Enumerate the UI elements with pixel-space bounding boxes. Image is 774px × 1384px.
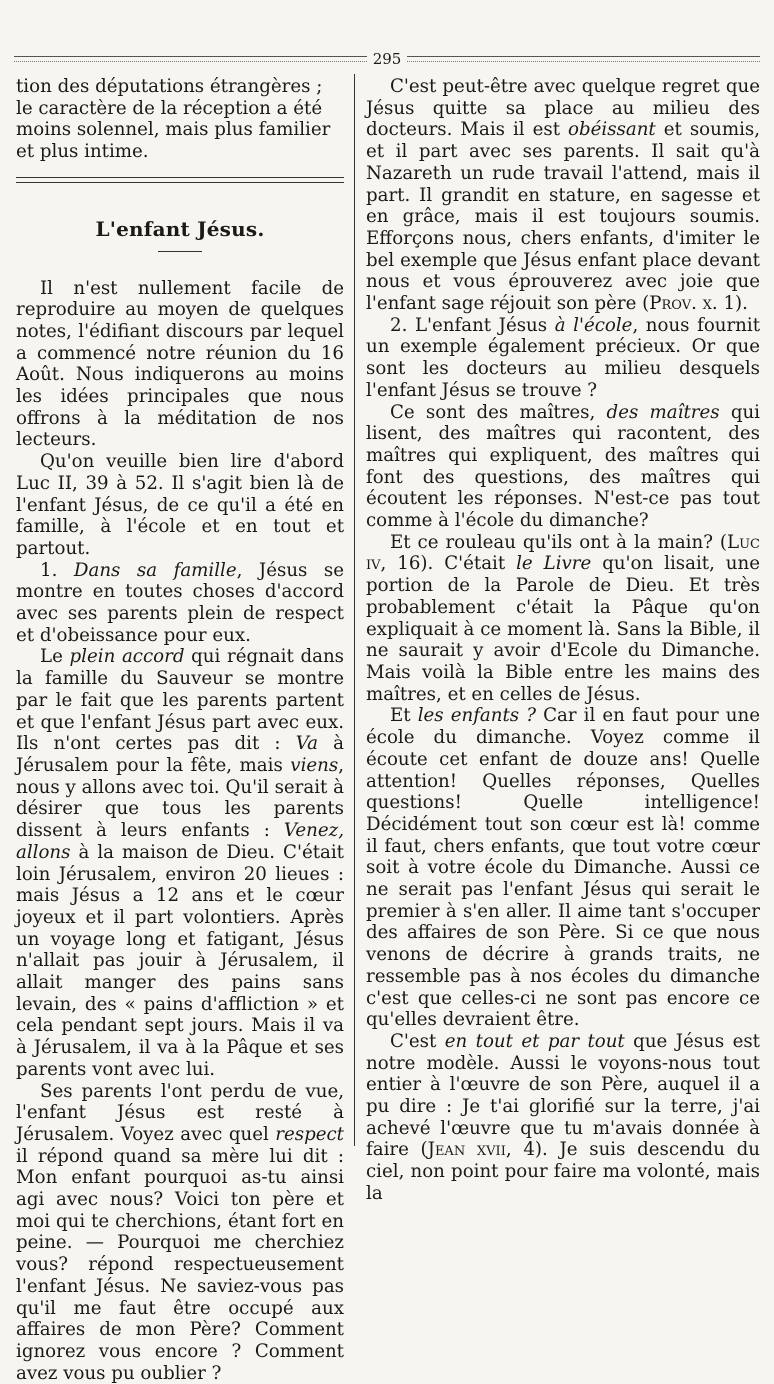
paragraph-family: [16, 560, 344, 647]
emphasis: des maîtres: [606, 401, 720, 423]
text-run: que Jésus est notre modèle. Aussi le voyons-nous tout entier à l'œuvre de son Père, auquel il a pu dire : Je t'ai glorifié sur la terre, j'ai achevé l'œuvre que tu m'avais donnée à faire (: [366, 1030, 760, 1161]
paragraph-scroll: [366, 532, 760, 706]
section-number: 2.: [390, 314, 408, 336]
emphasis: obéissant: [568, 119, 656, 141]
scripture-reference: Jean xvii: [427, 1139, 506, 1161]
text-run: , Jésus se montre en toutes choses d'accord avec ses parents plein de respect et d'obeissance pour eux.: [16, 559, 344, 646]
text-run: à la maison de Dieu. C'était loin Jérusalem, environ 20 lieues : mais Jésus a 12 ans et le cœur joyeux et il part volontiers. Après un voyage long et fatigant, Jésus n'allait pas jouir à Jérusalem, il allait manger des pains sans levain, des « pains d'affliction » et cela pendant sept jours. Mais il va à Jérusalem, il va à la Pâque et ses parents vont avec lui.: [16, 841, 344, 1080]
text-run: C'est peut-être avec quelque regret que Jésus quitte sa place au milieu des docteurs. Mais il est: [366, 76, 760, 141]
text-run: à Jérusalem pour la fête, mais: [16, 733, 344, 776]
column-divider: [354, 74, 355, 1146]
page-number: 295: [372, 50, 402, 68]
scripture-reference: Luc iv: [366, 531, 760, 575]
header-rule-right: [407, 56, 760, 62]
text-run: qu'on lisait, une portion de la Parole de Dieu. Et très probablement c'était la Pâque qu'on expliquait à ce moment là. Sans la Bible, il ne saurait y avoir d'Ecole du Dimanche. Mais voilà la Bible entre les mains des maîtres, et en celles de Jésus.: [366, 553, 760, 705]
article-title: L'enfant Jésus.: [95, 216, 265, 241]
page-header: [14, 50, 760, 68]
emphasis: le Livre: [516, 553, 592, 575]
emphasis: viens: [290, 754, 339, 776]
left-column: [16, 76, 344, 1384]
emphasis: Va: [295, 733, 318, 755]
text-run: , nous y allons avec toi. Qu'il serait à désirer que tous les parents dissent à leurs enfants :: [16, 754, 344, 842]
continued-paragraph: tion des députations étrangères ; le caractère de la réception a été moins solennel, mais plus familier et plus intime.: [16, 76, 331, 163]
text-run: Et: [390, 705, 418, 727]
emphasis: à l'école: [554, 314, 633, 336]
paragraph-children: [366, 705, 760, 1031]
text-run: qui régnait dans la famille du Sauveur se montre par le fait que les parents partent et que l'enfant Jésus part avec eux. Ils n'ont certes pas dit :: [16, 646, 344, 755]
paragraph-intro: Il n'est nullement facile de reproduire au moyen de quelques notes, l'édifiant discours par lequel a commencé notre réunion du 16 Août. Nous indiquerons au moins les idées principales que nous offrons à la méditation de nos lecteurs.: [16, 277, 344, 451]
emphasis: en tout et par tout: [444, 1030, 625, 1052]
text-run: , 16). C'était: [380, 553, 517, 575]
emphasis: plein accord: [69, 646, 185, 668]
text-run: Et ce rouleau qu'ils ont à la main? (: [390, 531, 728, 553]
paragraph-luke-reference: Qu'on veuille bien lire d'abord Luc II, 39 à 52. Il s'agit bien là de l'enfant Jésus, de ce qu'il a été en famille, à l'école et en tout et partout.: [16, 451, 344, 559]
emphasis: Dans sa famille: [73, 559, 237, 581]
text-run: ).: [735, 293, 748, 315]
paragraph-school: [366, 315, 760, 402]
title-underline: [158, 251, 202, 252]
text-run: et soumis, et il part avec ses parents. Il sait qu'à Nazareth un rude travail l'attend, mais il part. Il grandit en stature, en sagesse et en grâce, mais il est toujours soumis. Efforçons nous, chers enfants, d'imiter le bel exemple que Jésus enfant place devant nous et vous éprouverez avec joie que l'enfant sage réjouit son père (: [366, 119, 760, 315]
section-separator: [16, 177, 344, 183]
text-run: L'enfant Jésus: [407, 314, 555, 336]
text-run: , 4). Je suis descendu du ciel, non point pour faire ma volonté, mais la: [366, 1139, 760, 1204]
scripture-reference: Prov. x. 1: [649, 293, 736, 315]
paragraph-accord: [16, 646, 344, 1080]
emphasis: Venez, allons: [16, 820, 344, 863]
text-run: C'est: [390, 1030, 445, 1052]
paragraph-respect: [16, 1081, 344, 1384]
paragraph-obedience: [366, 76, 760, 315]
text-run: il répond quand sa mère lui dit : Mon enfant pourquoi as-tu ainsi agi avec nous? Voici ton père et moi qui te cherchions, étant fort en peine. — Pourquoi me cherchiez vous? répond respectueusement l'enfant Jésus. Ne saviez-vous pas qu'il me faut être occupé aux affaires de mon Père? Comment ignorez vous encore ? Comment avez vous pu oublier ?: [16, 1145, 344, 1384]
emphasis: respect: [275, 1123, 344, 1145]
paragraph-model: [366, 1031, 760, 1205]
paragraph-masters: [366, 402, 760, 532]
emphasis: les enfants ?: [417, 705, 536, 727]
text-run: qui lisent, des maîtres qui racontent, des maîtres qui expliquent, des maîtres qui font des questions, des maîtres qui écoutent les réponses. N'est-ce pas tout comme à l'école du dimanche?: [366, 401, 760, 532]
text-run: Le: [40, 646, 70, 668]
section-number: 1.: [40, 559, 58, 581]
right-column: [366, 76, 760, 1205]
text-run: Ses parents l'ont perdu de vue, l'enfant Jésus est resté à Jérusalem. Voyez avec quel: [16, 1080, 344, 1145]
header-rule-left: [14, 56, 367, 62]
text-run: Car il en faut pour une école du dimanche. Voyez comme il écoute cet enfant de douze ans! Quelle attention! Quelles réponses, Quelles questions! Quelle intelligence! Décidément tout son cœur est là! comme il faut, chers enfants, que tout votre cœur soit à votre école du Dimanche. Aussi ce ne serait pas l'enfant Jésus qui serait le premier à s'en aller. Il aime tant s'occuper des affaires de son Père. Si ce que nous venons de décrire à grands traits, ne ressemble pas à nos écoles du dimanche c'est que celles-ci ne sont pas encore ce qu'elles devraient être.: [366, 705, 760, 1031]
text-run: , nous fournit un exemple également précieux. Or que sont les docteurs au milieu desquels l'enfant Jésus se trouve ?: [366, 314, 761, 401]
text-run: Ce sont des maîtres,: [390, 401, 607, 423]
